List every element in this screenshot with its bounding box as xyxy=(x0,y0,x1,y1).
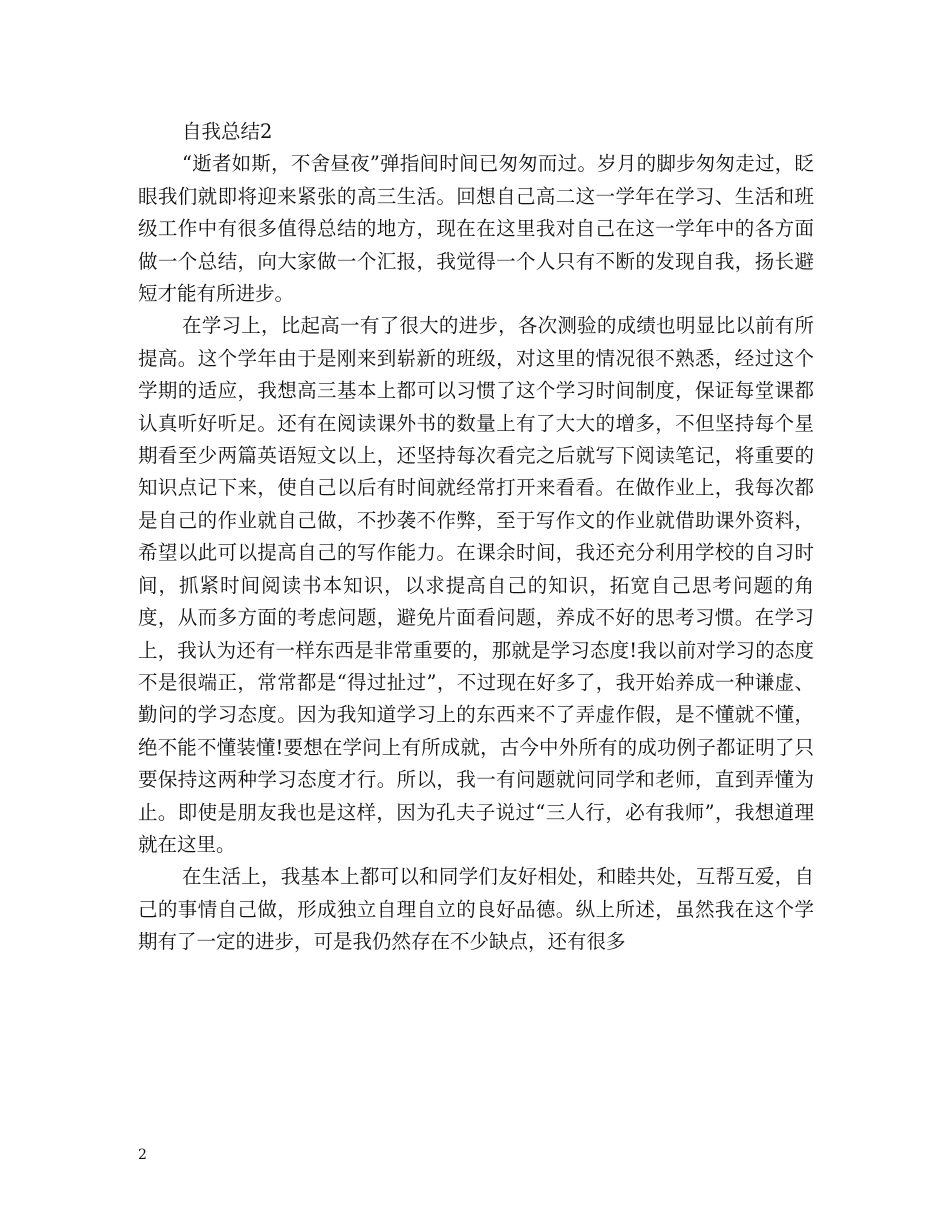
paragraph-intro: “逝者如斯，不舍昼夜”弹指间时间已匆匆而过。岁月的脚步匆匆走过，眨眼我们就即将迎来紧张的高三生活。回想自己高二这一学年在学习、生活和班级工作中有很多值得总结的地方，现在在这里我对自己在这一学年中的各方面做一个总结，向大家做一个汇报，我觉得一个人只有不断的发现自我，扬长避短才能有所进步。 xyxy=(138,152,814,306)
paragraph-life: 在生活上，我基本上都可以和同学们友好相处，和睦共处，互帮互爱，自己的事情自己做，形成独立自理自立的良好品德。纵上所述，虽然我在这个学期有了一定的进步，可是我仍然存在不少缺点，还有很多 xyxy=(138,865,814,954)
paragraph-study: 在学习上，比起高一有了很大的进步，各次测验的成绩也明显比以前有所提高。这个学年由于是刚来到崭新的班级，对这里的情况很不熟悉，经过这个学期的适应，我想高三基本上都可以习惯了这个学习时间制度，保证每堂课都认真听好听足。还有在阅读课外书的数量上有了大大的增多，不但坚持每个星期看至少两篇英语短文以上，还坚持每次看完之后就写下阅读笔记，将重要的知识点记下来，使自己以后有时间就经常打开来看看。在做作业上，我每次都是自己的作业就自己做，不抄袭不作弊，至于写作文的作业就借助课外资料，希望以此可以提高自己的写作能力。在课余时间，我还充分利用学校的自习时间，抓紧时间阅读书本知识，以求提高自己的知识，拓宽自己思考问题的角度，从而多方面的考虑问题，避免片面看问题，养成不好的思考习惯。在学习上，我认为还有一样东西是非常重要的，那就是学习态度!我以前对学习的态度不是很端正，常常都是“得过扯过”，不过现在好多了，我开始养成一种谦虚、勤问的学习态度。因为我知道学习上的东西来不了弄虚作假，是不懂就不懂，绝不能不懂装懂!要想在学问上有所成就，古今中外所有的成功例子都证明了只要保持这两种学习态度才行。所以，我一有问题就问同学和老师，直到弄懂为止。即使是朋友我也是这样，因为孔夫子说过“三人行，必有我师”，我想道理就在这里。 xyxy=(138,314,814,856)
page-number: 2 xyxy=(138,1147,147,1163)
document-body xyxy=(138,116,814,959)
document-title: 自我总结2 xyxy=(182,120,273,143)
